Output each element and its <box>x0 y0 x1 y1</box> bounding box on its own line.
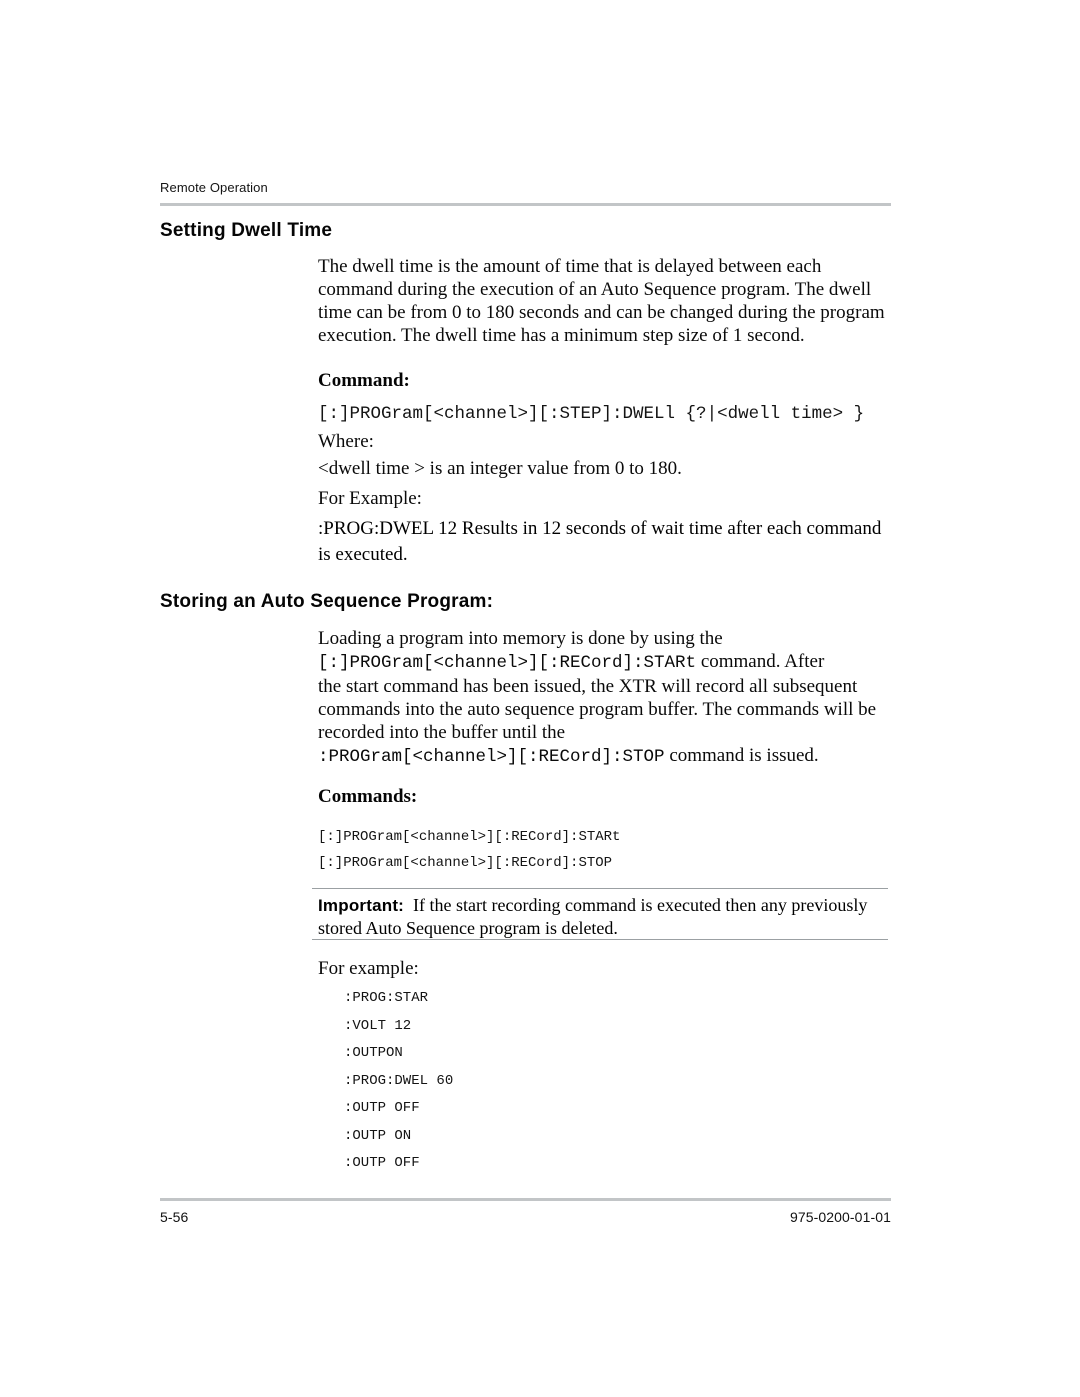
important-rule-top <box>312 888 888 889</box>
paragraph-line: is executed. <box>318 544 408 565</box>
dwell-intro-paragraph <box>318 255 885 347</box>
paragraph-line: time can be from 0 to 180 seconds and can be changed during the program <box>318 302 885 323</box>
command-label: Command: <box>318 370 410 391</box>
storing-paragraph <box>318 627 876 769</box>
paragraph-line <box>318 650 876 675</box>
section-title-dwell: Setting Dwell Time <box>160 220 333 241</box>
dwell-example-text <box>318 516 881 568</box>
paragraph-text: command. After <box>696 651 825 672</box>
paragraph-line: Loading a program into memory is done by using the <box>318 628 723 649</box>
where-definition: <dwell time > is an integer value from 0 to 180. <box>318 458 682 479</box>
paragraph-text: command is issued. <box>664 745 819 766</box>
paragraph-line: commands into the auto sequence program buffer. The commands will be <box>318 699 877 720</box>
program-line: :OUTP OFF <box>344 1100 420 1116</box>
commands-label: Commands: <box>318 786 418 807</box>
program-line: :PROG:STAR <box>344 990 429 1006</box>
program-line: :OUTPON <box>344 1045 403 1061</box>
program-listing <box>344 985 453 1178</box>
inline-code-record-stop: :PROGram[<channel>][:RECord]:STOP <box>318 747 665 767</box>
program-line: :VOLT 12 <box>344 1017 412 1034</box>
command-syntax: [:]PROGram[<channel>][:STEP]:DWELl {?|<dwell time> } <box>318 404 865 424</box>
section-title-storing: Storing an Auto Sequence Program: <box>160 591 494 612</box>
footer-rule <box>160 1198 891 1201</box>
important-note-line: stored Auto Sequence program is deleted. <box>318 918 618 938</box>
program-example-label: For example: <box>318 958 419 979</box>
command-list-line: [:]PROGram[<channel>][:RECord]:STOP <box>318 855 613 871</box>
paragraph-line <box>318 744 876 769</box>
important-text: If the start recording command is executed then any previously <box>413 895 868 915</box>
for-example-label: For Example: <box>318 488 422 509</box>
important-label: Important: <box>318 896 405 915</box>
program-line: :OUTP OFF <box>344 1155 420 1171</box>
important-rule-bottom <box>312 939 888 940</box>
program-line: :OUTP ON <box>344 1127 412 1144</box>
paragraph-line: the start command has been issued, the XTR will record all subsequent <box>318 676 858 697</box>
paragraph-line: The dwell time is the amount of time that is delayed between each <box>318 256 822 277</box>
important-note-line <box>318 894 867 917</box>
paragraph-line: recorded into the buffer until the <box>318 722 566 743</box>
document-number: 975-0200-01-01 <box>789 1209 891 1225</box>
command-list-line: [:]PROGram[<channel>][:RECord]:STARt <box>318 829 621 845</box>
paragraph-line: command during the execution of an Auto Sequence program. The dwell <box>318 279 872 300</box>
important-note <box>318 894 867 939</box>
commands-listing <box>318 824 620 876</box>
inline-code-record-start: [:]PROGram[<channel>][:RECord]:STARt <box>318 653 697 673</box>
page-number: 5-56 <box>160 1209 189 1225</box>
running-header-title: Remote Operation <box>160 180 268 195</box>
header-rule <box>160 203 891 206</box>
where-label: Where: <box>318 431 374 452</box>
paragraph-line: execution. The dwell time has a minimum step size of 1 second. <box>318 325 805 346</box>
program-line: :PROG:DWEL 60 <box>344 1072 454 1089</box>
paragraph-line: :PROG:DWEL 12 Results in 12 seconds of wait time after each command <box>318 518 882 539</box>
